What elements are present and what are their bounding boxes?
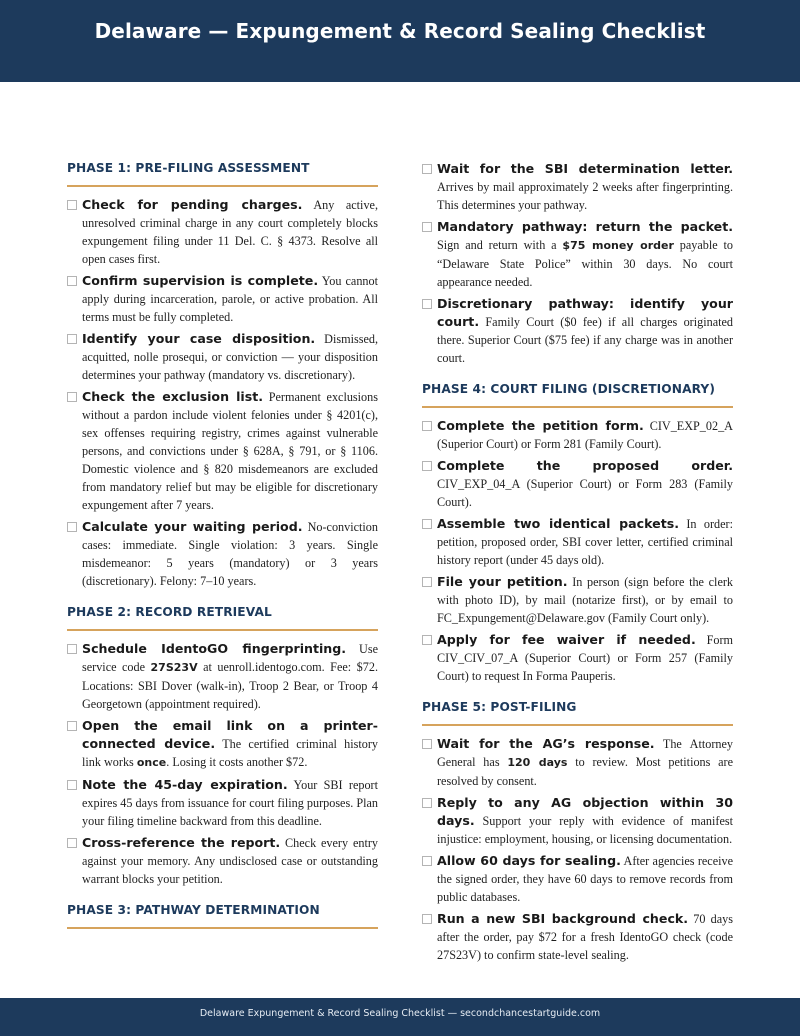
item-text: Permanent exclusions without a pardon include violent felonies under § 4201(c), sex offenses requiring registry, crimes against vulnerable persons, and convictions under § 628A, § 791, or § 1106. Domestic violence and § 820 misdemeanors are excluded from mandatory relief but may be eligible for discretionary expungement after 7 years. bbox=[82, 390, 378, 512]
checklist-item[interactable] bbox=[67, 776, 378, 830]
checkbox[interactable] bbox=[422, 577, 432, 587]
checklist-item[interactable] bbox=[422, 631, 733, 685]
item-text: 70 days after the order, pay $72 for a fresh IdentoGO check (code 27S23V) to confirm state-level sealing. bbox=[437, 912, 734, 962]
checkbox[interactable] bbox=[422, 164, 432, 174]
item-text: The certified criminal history link works once. Losing it costs another $72. bbox=[82, 737, 379, 769]
item-lead: Identify your case disposition. bbox=[82, 331, 316, 346]
item-lead: Schedule IdentoGO fingerprinting. bbox=[82, 641, 347, 656]
item-lead: Apply for fee waiver if needed. bbox=[437, 632, 696, 647]
item-lead: Allow 60 days for sealing. bbox=[437, 853, 621, 868]
phase-3-heading: PHASE 3: PATHWAY DETERMINATION bbox=[67, 902, 378, 929]
checklist-item[interactable] bbox=[422, 573, 733, 627]
item-text: Sign and return with a $75 money order payable to “Delaware State Police” within 30 days. No court appearance needed. bbox=[437, 238, 733, 289]
item-text: Form CIV_CIV_07_A (Superior Court) or Form 257 (Family Court) to request In Forma Pauperis. bbox=[437, 633, 733, 683]
checkbox[interactable] bbox=[67, 334, 77, 344]
checklist-item[interactable] bbox=[422, 218, 733, 291]
item-text: After agencies receive the signed order, they have 60 days to remove records from public databases. bbox=[437, 854, 733, 904]
checkbox[interactable] bbox=[67, 838, 77, 848]
item-text: Family Court ($0 fee) if all charges originated there. Superior Court ($75 fee) if any charge was in another court. bbox=[437, 315, 733, 365]
checklist-item[interactable] bbox=[67, 640, 378, 713]
checkbox[interactable] bbox=[422, 461, 432, 471]
item-lead: Complete the proposed order. bbox=[437, 458, 733, 473]
item-lead: Discretionary pathway: identify your court. bbox=[437, 296, 733, 329]
item-lead: Reply to any AG objection within 30 days. bbox=[437, 795, 733, 828]
left-column bbox=[67, 160, 378, 938]
item-lead: Wait for the SBI determination letter. bbox=[437, 161, 733, 176]
item-lead: Cross-reference the report. bbox=[82, 835, 281, 850]
checkbox[interactable] bbox=[422, 798, 432, 808]
checkbox[interactable] bbox=[422, 739, 432, 749]
phase-4-heading: PHASE 4: COURT FILING (DISCRETIONARY) bbox=[422, 381, 733, 408]
checkbox[interactable] bbox=[422, 519, 432, 529]
item-text: Any active, unresolved criminal charge in any court completely blocks expungement filing under 11 Del. C. § 4373. Resolve all open cases first. bbox=[82, 198, 378, 266]
item-text: No-conviction cases: immediate. Single violation: 3 years. Single misdemeanor: 5 years (mandatory) or 3 years (discretionary). Felony: 7–10 years. bbox=[82, 520, 378, 588]
page-header bbox=[0, 0, 800, 82]
checklist-item[interactable] bbox=[67, 518, 378, 590]
item-lead: Check for pending charges. bbox=[82, 197, 303, 212]
checkbox[interactable] bbox=[422, 421, 432, 431]
item-lead: Run a new SBI background check. bbox=[437, 911, 689, 926]
item-lead: Open the email link on a printer-connected device. bbox=[82, 718, 378, 751]
checklist-item[interactable] bbox=[422, 417, 733, 453]
checkbox[interactable] bbox=[422, 856, 432, 866]
item-lead: Mandatory pathway: return the packet. bbox=[437, 219, 733, 234]
checklist-item[interactable] bbox=[67, 388, 378, 514]
checkbox[interactable] bbox=[67, 200, 77, 210]
checkbox[interactable] bbox=[67, 522, 77, 532]
checklist-item[interactable] bbox=[67, 272, 378, 326]
checklist-item[interactable] bbox=[67, 330, 378, 384]
item-text: In order: petition, proposed order, SBI cover letter, certified criminal history report (under 45 days old). bbox=[437, 517, 733, 567]
checklist-item[interactable] bbox=[422, 457, 733, 511]
right-column bbox=[422, 160, 733, 968]
item-lead: Complete the petition form. bbox=[437, 418, 644, 433]
item-lead: File your petition. bbox=[437, 574, 568, 589]
checklist-item[interactable] bbox=[422, 852, 733, 906]
page-footer bbox=[0, 998, 800, 1036]
item-lead: Confirm supervision is complete. bbox=[82, 273, 319, 288]
checklist-item[interactable] bbox=[422, 910, 733, 964]
item-lead: Calculate your waiting period. bbox=[82, 519, 303, 534]
phase-5-heading: PHASE 5: POST-FILING bbox=[422, 699, 733, 726]
phase-2-heading: PHASE 2: RECORD RETRIEVAL bbox=[67, 604, 378, 631]
item-text: You cannot apply during incarceration, parole, or active probation. All terms must be fully completed. bbox=[82, 274, 378, 324]
checkbox[interactable] bbox=[67, 721, 77, 731]
item-lead: Note the 45-day expiration. bbox=[82, 777, 288, 792]
checkbox[interactable] bbox=[67, 780, 77, 790]
checklist-item[interactable] bbox=[422, 515, 733, 569]
item-text: Check every entry against your memory. Any undisclosed case or outstanding warrant blocks your petition. bbox=[82, 836, 378, 886]
checkbox[interactable] bbox=[422, 914, 432, 924]
item-text: Use service code 27S23V at uenroll.identogo.com. Fee: $72. Locations: SBI Dover (walk-in), Troop 2 Bear, or Troop 4 Georgetown (appointment required). bbox=[82, 642, 379, 711]
checkbox[interactable] bbox=[67, 392, 77, 402]
checklist-item[interactable] bbox=[422, 794, 733, 848]
checklist-item[interactable] bbox=[422, 735, 733, 790]
item-text: Arrives by mail approximately 2 weeks after fingerprinting. This determines your pathway. bbox=[437, 180, 733, 212]
item-text: In person (sign before the clerk with photo ID), by mail (notarize first), or by email to FC_Expungement@Delaware.gov (Family Court only). bbox=[437, 575, 734, 625]
item-lead: Check the exclusion list. bbox=[82, 389, 264, 404]
checkbox[interactable] bbox=[422, 299, 432, 309]
checklist-item[interactable] bbox=[422, 160, 733, 214]
item-text: CIV_EXP_04_A (Superior Court) or Form 283 (Family Court). bbox=[437, 477, 733, 509]
checklist-item[interactable] bbox=[422, 295, 733, 367]
checklist-item[interactable] bbox=[67, 717, 378, 772]
item-text: Dismissed, acquitted, nolle prosequi, or conviction — your disposition determines your pathway (mandatory vs. discretionary). bbox=[82, 332, 378, 382]
phase-1-heading: PHASE 1: PRE-FILING ASSESSMENT bbox=[67, 160, 378, 187]
checkbox[interactable] bbox=[422, 222, 432, 232]
page-title: Delaware — Expungement & Record Sealing Checklist bbox=[94, 19, 706, 43]
item-text: The Attorney General has 120 days to review. Most petitions are resolved by consent. bbox=[437, 737, 734, 788]
checkbox[interactable] bbox=[67, 644, 77, 654]
item-text: Your SBI report expires 45 days from issuance for court filing purposes. Plan your filing timeline backward from this deadline. bbox=[82, 778, 378, 828]
checklist-item[interactable] bbox=[67, 834, 378, 888]
checkbox[interactable] bbox=[67, 276, 77, 286]
item-text: CIV_EXP_02_A (Superior Court) or Form 281 (Family Court). bbox=[437, 419, 733, 451]
checklist-item[interactable] bbox=[67, 196, 378, 268]
item-lead: Wait for the AG’s response. bbox=[437, 736, 655, 751]
checkbox[interactable] bbox=[422, 635, 432, 645]
item-text: Support your reply with evidence of manifest injustice: employment, housing, or licensing documentation. bbox=[437, 814, 733, 846]
footer-text: Delaware Expungement & Record Sealing Checklist — secondchancestartguide.com bbox=[199, 1008, 601, 1019]
item-lead: Assemble two identical packets. bbox=[437, 516, 679, 531]
